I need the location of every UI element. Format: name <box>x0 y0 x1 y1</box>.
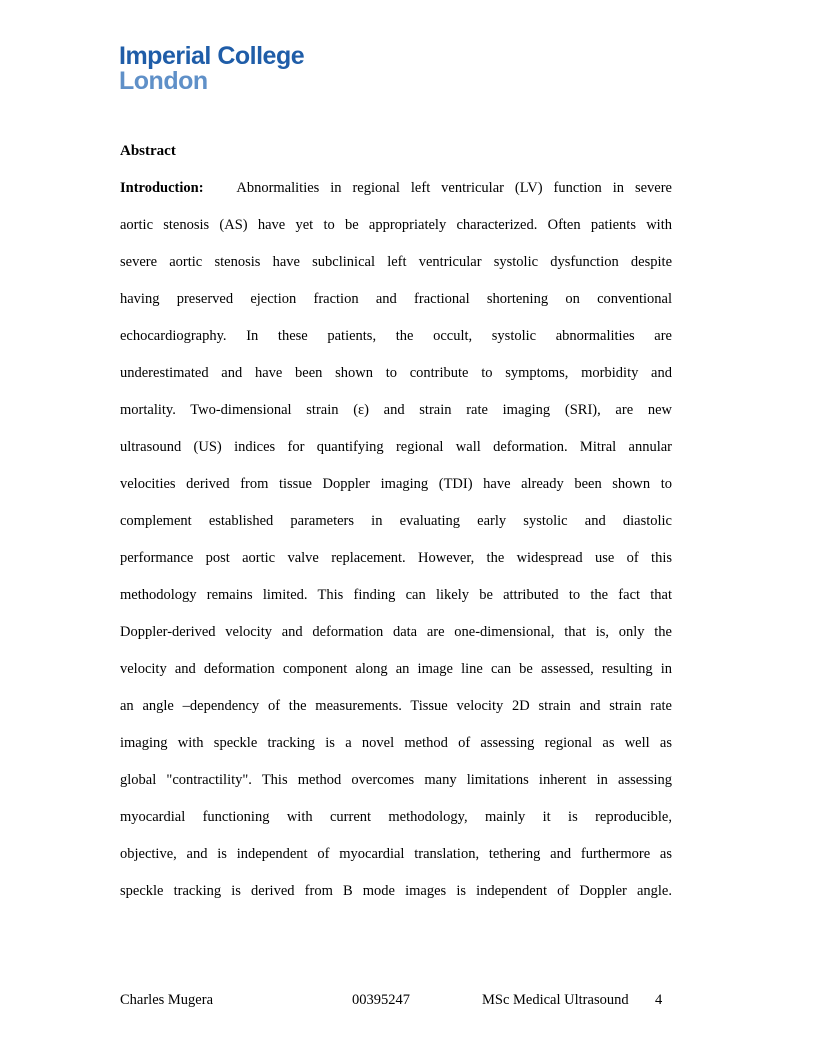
footer-course: MSc Medical Ultrasound <box>482 992 629 1008</box>
abstract-line-1-text: Abnormalities in regional left ventricular (LV) function in severe <box>236 180 672 196</box>
college-logo <box>119 44 304 94</box>
footer-author: Charles Mugera <box>120 992 214 1008</box>
logo-line-1: Imperial College <box>119 42 305 70</box>
abstract-line-14: velocity and deformation component along an image line can be assessed, resulting in <box>120 661 672 677</box>
abstract-line-1 <box>120 176 672 213</box>
abstract-body <box>120 176 672 916</box>
abstract-line-4: having preserved ejection fraction and fractional shortening on conventional <box>120 291 672 307</box>
abstract-line-10: complement established parameters in evaluating early systolic and diastolic <box>120 513 672 529</box>
section-heading: Abstract <box>120 143 176 159</box>
abstract-line-2: aortic stenosis (AS) have yet to be appropriately characterized. Often patients with <box>120 217 672 233</box>
abstract-line-6: underestimated and have been shown to contribute to symptoms, morbidity and <box>120 365 672 381</box>
abstract-line-8: ultrasound (US) indices for quantifying regional wall deformation. Mitral annular <box>120 439 672 455</box>
abstract-line-11: performance post aortic valve replacement. However, the widespread use of this <box>120 550 672 566</box>
footer-student-id: 00395247 <box>352 992 410 1008</box>
abstract-line-12: methodology remains limited. This finding can likely be attributed to the fact that <box>120 587 672 603</box>
abstract-line-16: imaging with speckle tracking is a novel method of assessing regional as well as <box>120 735 672 751</box>
abstract-line-15: an angle –dependency of the measurements. Tissue velocity 2D strain and strain rate <box>120 698 672 714</box>
intro-label: Introduction: <box>120 180 204 196</box>
page-number: 4 <box>655 992 663 1008</box>
abstract-line-17: global "contractility". This method overcomes many limitations inherent in assessing <box>120 772 672 788</box>
logo-line-2: London <box>119 67 208 95</box>
abstract-line-9: velocities derived from tissue Doppler imaging (TDI) have already been shown to <box>120 476 672 492</box>
abstract-line-5: echocardiography. In these patients, the occult, systolic abnormalities are <box>120 328 672 344</box>
abstract-line-13: Doppler-derived velocity and deformation data are one-dimensional, that is, only the <box>120 624 672 640</box>
abstract-line-20: speckle tracking is derived from B mode images is independent of Doppler angle. <box>120 883 672 899</box>
abstract-line-19: objective, and is independent of myocardial translation, tethering and furthermore as <box>120 846 672 862</box>
abstract-line-3: severe aortic stenosis have subclinical left ventricular systolic dysfunction despite <box>120 254 672 270</box>
abstract-line-18: myocardial functioning with current methodology, mainly it is reproducible, <box>120 809 672 825</box>
abstract-line-7: mortality. Two-dimensional strain (ε) and strain rate imaging (SRI), are new <box>120 402 672 418</box>
